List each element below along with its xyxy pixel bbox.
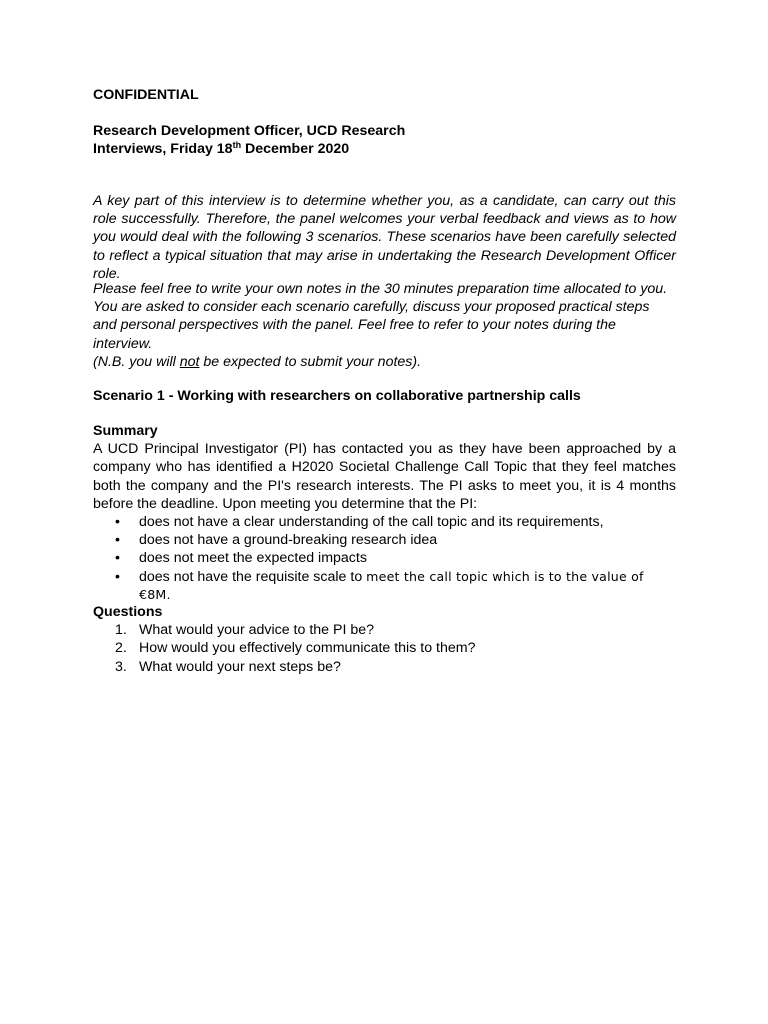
list-item: • does not have a clear understanding of the call topic and its requirements,	[93, 513, 676, 531]
questions-heading: Questions	[93, 604, 163, 620]
scenario-title: Scenario 1 - Working with researchers on collaborative partnership calls	[93, 388, 581, 404]
summary-bullet-list	[93, 513, 676, 604]
scenario-questions	[93, 603, 676, 676]
summary-text: A UCD Principal Investigator (PI) has contacted you as they have been approached by a company who has identified a H2020 Societal Challenge Call Topic that they feel matches both the company and the PI's research interests. The PI asks to meet you, it is 4 months before the deadline. Upon meeting you determine that the PI:	[93, 441, 676, 512]
question-number: 3.	[115, 658, 127, 675]
confidential-label: CONFIDENTIAL	[93, 87, 199, 103]
list-item	[93, 568, 676, 604]
list-item	[93, 621, 676, 639]
intro-paragraph-2	[93, 280, 676, 371]
bullet-4-tail: meet the call topic which is to the value of €8M.	[139, 568, 644, 602]
role-title: Research Development Officer, UCD Research	[93, 123, 406, 139]
interview-date-suffix: December 2020	[241, 141, 350, 157]
question-text: How would you effectively communicate this to them?	[139, 640, 476, 657]
scenario-summary	[93, 422, 676, 604]
interview-date-sup: th	[232, 140, 242, 150]
nb-suffix: be expected to submit your notes).	[199, 353, 422, 370]
interview-date	[93, 140, 676, 158]
question-text: What would your next steps be?	[139, 658, 341, 675]
question-number: 1.	[115, 622, 127, 639]
question-number: 2.	[115, 640, 127, 657]
intro-paragraph-2-text: Please feel free to write your own notes in the 30 minutes preparation time allocated to you. You are asked to consider each scenario carefully, discuss your proposed practical steps and personal perspectives with the panel. Feel free to refer to your notes during the interview.	[93, 281, 668, 352]
interview-date-prefix: Interviews, Friday 18	[93, 141, 233, 157]
nb-prefix: (N.B. you will	[93, 353, 180, 370]
nb-underlined: not	[179, 353, 200, 370]
list-item: • does not meet the expected impacts	[93, 549, 676, 567]
intro-paragraph-1: A key part of this interview is to determine whether you, as a candidate, can carry out this role successfully. Therefore, the panel welcomes your verbal feedback and views as to how you would deal with the following 3 scenarios. These scenarios have been carefully selected to reflect a typical situation that may arise in undertaking the Research Development Officer role.	[93, 193, 676, 282]
summary-heading: Summary	[93, 423, 158, 439]
list-item	[93, 639, 676, 657]
list-item: • does not have a ground-breaking research idea	[93, 531, 676, 549]
bullet-4-head: does not have the requisite scale to	[139, 568, 367, 585]
question-text: What would your advice to the PI be?	[139, 622, 375, 639]
list-item	[93, 658, 676, 676]
nb-note	[93, 353, 676, 371]
questions-list	[93, 621, 676, 676]
